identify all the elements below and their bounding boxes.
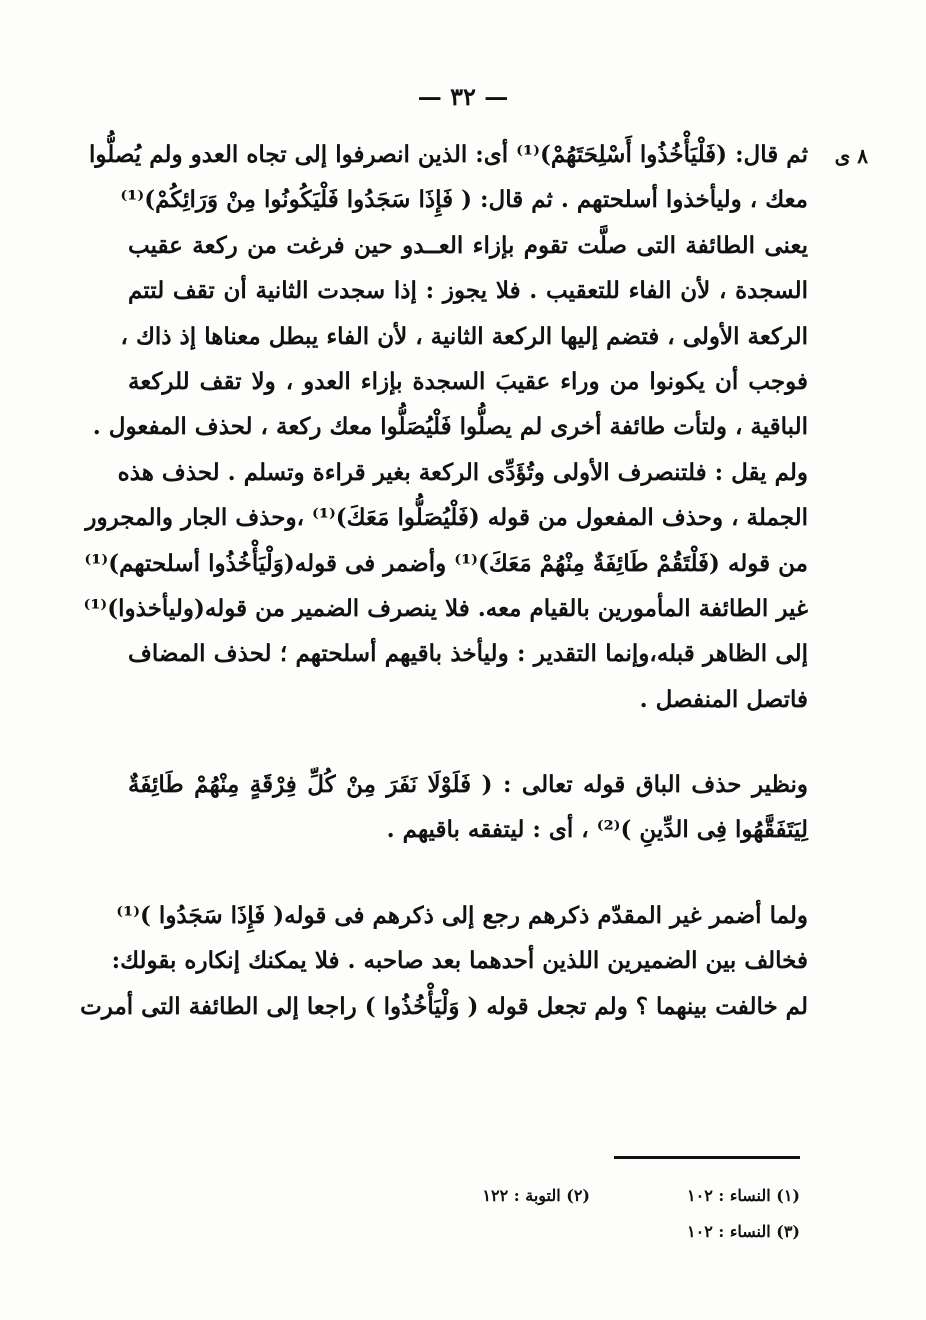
paragraph-gap	[128, 722, 808, 762]
margin-mark: ٨ ى	[834, 144, 868, 168]
text-line: من قوله (فَلْتَقُمْ طَائِفَةٌ مِنْهُمْ مَعَكَ)⁽¹⁾ وأضمر فى قوله(وَلْيَأْخُذُوا أسلحتهم)⁽¹⁾	[84, 549, 808, 577]
footnote-3: (٣) النساء : ١٠٢	[687, 1222, 800, 1241]
text-line: يعنى الطائفة التى صلَّت تقوم بإزاء العــدو حين فرغت من ركعة عقيب	[128, 231, 808, 259]
text-line: الركعة الأولى ، فتضم إليها الركعة الثانية ، لأن الفاء يبطل معناها إذ ذاك ،	[120, 322, 808, 350]
text-line: معك ، وليأخذوا أسلحتهم . ثم قال: ( فَإِذَا سَجَدُوا فَلْيَكُونُوا مِنْ وَرَائِكُمْ)⁽¹⁾	[120, 186, 808, 214]
paragraph-3	[80, 893, 808, 1029]
text-line: غير الطائفة المأمورين بالقيام معه. فلا ينصرف الضمير من قوله(وليأخذوا)⁽¹⁾	[83, 594, 808, 622]
text-line: فاتصل المنفصل .	[639, 685, 808, 713]
footnotes	[300, 1178, 800, 1250]
paragraph-gap	[128, 853, 808, 893]
text-line: فخالف بين الضميرين اللذين أحدهما بعد صاحبه . فلا يمكنك إنكاره بقولك:	[111, 947, 808, 975]
text-line: الباقية ، ولتأت طائفة أخرى لم يصلُّوا فَلْيُصَلُّوا معك ركعة ، لحذف المفعول .	[92, 413, 808, 441]
text-line: لم خالفت بينهما ؟ ولم تجعل قوله ( وَلْيَأْخُذُوا ) راجعا إلى الطائفة التى أمرت	[80, 992, 808, 1020]
footnote-1: (١) النساء : ١٠٢	[687, 1186, 800, 1205]
footnote-row	[300, 1214, 800, 1250]
footnote-2: (٢) التوبة : ١٢٢	[482, 1186, 590, 1205]
page-number: — ٣٢ —	[417, 82, 509, 111]
text-line: ونظير حذف الباق قوله تعالى : ( فَلَوْلَا نَفَرَ مِنْ كُلِّ فِرْقَةٍ مِنْهُمْ طَائِفَةٌ	[128, 771, 808, 799]
text-line: الجملة ، وحذف المفعول من قوله (فَلْيُصَلُّوا مَعَكَ)⁽¹⁾ ،وحذف الجار والمجرور	[85, 504, 808, 532]
footnote-row	[300, 1178, 800, 1214]
footnote-divider	[614, 1156, 800, 1159]
paragraph-2	[128, 762, 808, 853]
paragraph-1	[83, 132, 808, 722]
text-line: فوجب أن يكونوا من وراء عقيبَ السجدة بإزاء العدو ، ولا تقف للركعة	[128, 367, 808, 395]
text-line: ولم يقل : فلتنصرف الأولى وتُؤَدِّى الركعة بغير قراءة وتسلم . لحذف هذه	[117, 458, 808, 486]
text-line: لِيَتَفَقَّهُوا فِى الدِّينِ )⁽²⁾ ، أى : ليتفقه باقيهم .	[386, 816, 808, 844]
body-text	[80, 132, 808, 1029]
text-line: ثم قال: (فَلْيَأْخُذُوا أَسْلِحَتَهُمْ)⁽¹⁾ أى: الذين انصرفوا إلى تجاه العدو ولم يُصلُّوا	[88, 141, 808, 168]
text-line: إلى الظاهر قبله،وإنما التقدير : وليأخذ باقيهم أسلحتهم ؛ لحذف المضاف	[128, 640, 808, 668]
text-line: السجدة ، لأن الفاء للتعقيب . فلا يجوز : إذا سجدت الثانية أن تقف لتتم	[128, 277, 808, 305]
text-line: ولما أضمر غير المقدّم ذكرهم رجع إلى ذكرهم فى قوله( فَإِذَا سَجَدُوا )⁽¹⁾	[116, 901, 808, 929]
